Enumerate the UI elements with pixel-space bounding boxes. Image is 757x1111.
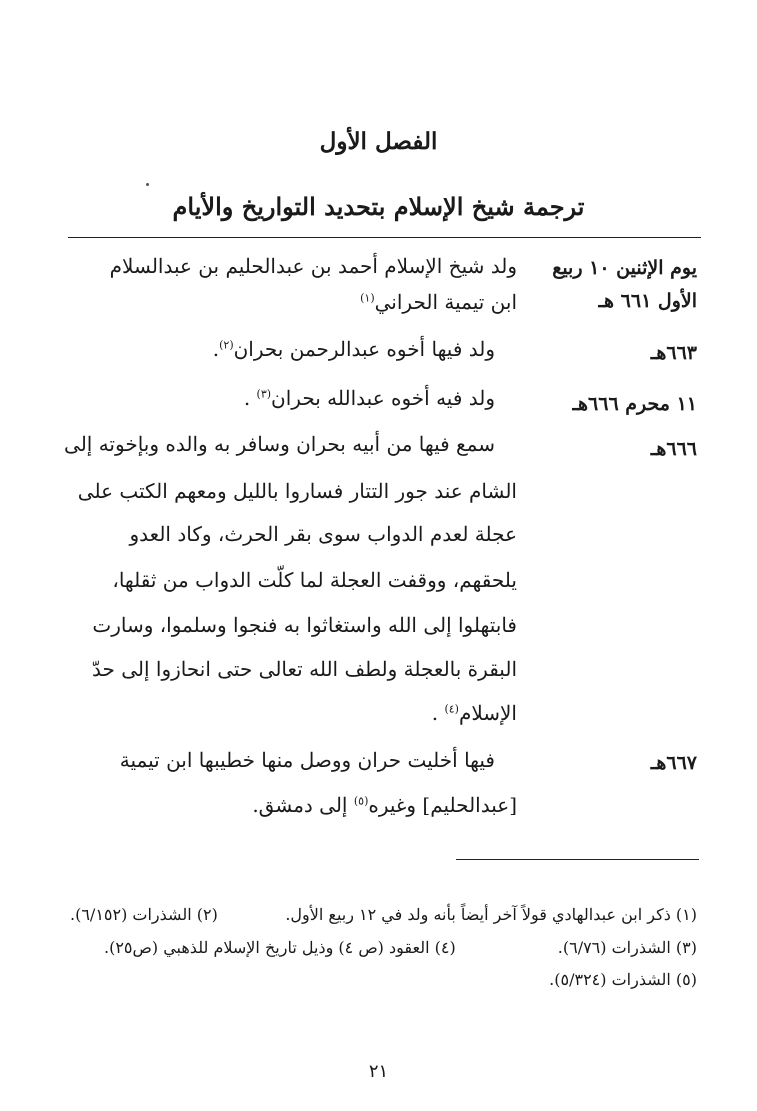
footnote-rule xyxy=(456,859,699,860)
ink-dot xyxy=(146,183,149,186)
chapter-title: الفصل الأول xyxy=(319,128,438,155)
entry-text: عجلة لعدم الدواب سوى بقر الحرث، وكاد العدو xyxy=(129,522,517,546)
footnote: (١) ذكر ابن عبدالهادي قولاً آخر أيضاً بأنه ولد في ١٢ ربيع الأول. xyxy=(285,905,697,924)
entry-text: ولد فيها أخوه عبدالرحمن بحران$^{(٢)}$. xyxy=(212,337,495,361)
entry-text: فابتهلوا إلى الله واستغاثوا به فنجوا وسلموا، وسارت xyxy=(92,613,517,637)
entry-text: الإسلام$^{(٤)}$ . xyxy=(431,701,517,725)
entry-date: ٦٦٧هـ xyxy=(650,752,697,774)
entry-date: ٦٦٦هـ xyxy=(650,438,697,460)
footnote-marker: (٢) xyxy=(219,338,234,352)
footnote-marker: (٤) xyxy=(444,702,459,716)
footnote-marker: (٣) xyxy=(256,387,272,401)
entry-text: يلحقهم، ووقفت العجلة لما كلّت الدواب من ثقلها، xyxy=(112,568,517,592)
footnote: (٢) الشذرات (٦/١٥٢). xyxy=(70,905,218,924)
section-title: ترجمة شيخ الإسلام بتحديد التواريخ والأيام xyxy=(172,192,585,221)
entry-text: ابن تيمية الحراني$^{(١)}$ xyxy=(360,290,517,314)
footnote-marker: (٥) xyxy=(353,794,369,808)
footnote-marker: (١) xyxy=(360,291,375,305)
footnote: (٥) الشذرات (٥/٣٢٤). xyxy=(549,970,697,989)
entry-text: البقرة بالعجلة ولطف الله تعالى حتى انحازوا إلى حدّ xyxy=(91,657,517,681)
footnote: (٣) الشذرات (٦/٧٦). xyxy=(557,938,697,957)
entry-text: ولد شيخ الإسلام أحمد بن عبدالحليم بن عبدالسلام xyxy=(109,254,517,278)
entry-date: ١١ محرم ٦٦٦هـ xyxy=(572,393,697,415)
entry-date: يوم الإثنين ١٠ ربيع xyxy=(552,257,697,279)
entry-text: ولد فيه أخوه عبدالله بحران$^{(٣)}$ . xyxy=(243,386,495,410)
entry-text: فيها أخليت حران ووصل منها خطيبها ابن تيمية xyxy=(119,748,495,772)
footnote: (٤) العقود (ص ٤) وذيل تاريخ الإسلام للذهبي (ص٢٥). xyxy=(104,938,456,957)
entry-text: الشام عند جور التتار فساروا بالليل ومعهم الكتب على xyxy=(77,479,517,503)
entry-text: [عبدالحليم] وغيره$^{(٥)}$ إلى دمشق. xyxy=(252,793,517,817)
title-rule xyxy=(68,237,701,238)
page-number: ٢١ xyxy=(368,1061,389,1082)
entry-date: الأول ٦٦١ هـ xyxy=(598,290,697,312)
entry-text: سمع فيها من أبيه بحران وسافر به والده وبإخوته إلى xyxy=(64,432,495,456)
entry-date: ٦٦٣هـ xyxy=(650,342,697,364)
